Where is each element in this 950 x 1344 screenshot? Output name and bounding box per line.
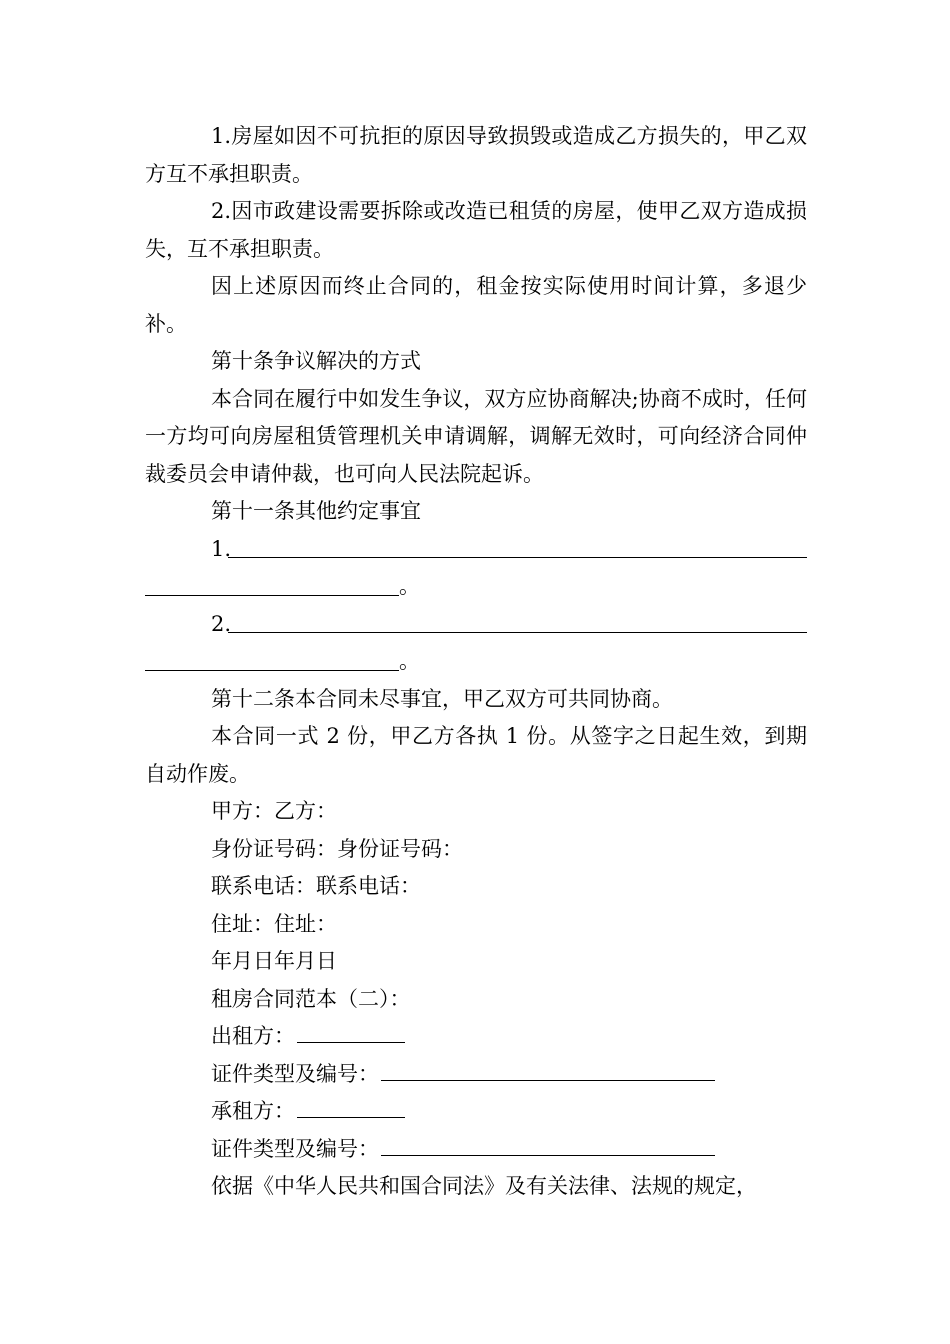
article-11-heading: 第十一条其他约定事宜 bbox=[211, 499, 421, 523]
other-item-1-line-a bbox=[145, 531, 807, 569]
other-item-1-line-b bbox=[145, 568, 807, 606]
other-item-2-line-a bbox=[145, 606, 807, 644]
fill-in-blank bbox=[145, 670, 399, 671]
clause-municipal-demolition: 2.因市政建设需要拆除或改造已租赁的房屋，使甲乙双方造成损失，互不承担职责。 bbox=[145, 199, 807, 261]
lessee-id-label: 证件类型及编号： bbox=[211, 1136, 379, 1161]
article-10-heading: 第十条争议解决的方式 bbox=[211, 349, 421, 373]
fill-in-blank bbox=[381, 1133, 715, 1156]
other-item-2-number: 2. bbox=[211, 611, 232, 636]
period-mark: 。 bbox=[399, 574, 420, 598]
lessor-id-label: 证件类型及编号： bbox=[211, 1061, 379, 1086]
fill-in-blank bbox=[297, 1095, 405, 1118]
signature-id-numbers: 身份证号码：身份证号码： bbox=[211, 836, 463, 861]
signature-parties: 甲方：乙方： bbox=[211, 799, 337, 823]
other-item-1-number: 1. bbox=[211, 536, 232, 561]
legal-basis-intro: 依据《中华人民共和国合同法》及有关法律、法规的规定， bbox=[211, 1174, 757, 1198]
article-10-body: 本合同在履行中如发生争议，双方应协商解决;协商不成时，任何一方均可向房屋租赁管理机关申请调解，调解无效时，可向经济合同仲裁委员会申请仲裁，也可向人民法院起诉。 bbox=[145, 386, 807, 486]
fill-in-blank bbox=[297, 1020, 405, 1043]
contract-copies-clause: 本合同一式 2 份，甲乙方各执 1 份。从签字之日起生效，到期自动作废。 bbox=[145, 724, 807, 786]
fill-in-blank bbox=[145, 595, 399, 596]
lessor-field bbox=[145, 1018, 807, 1056]
clause-rent-settlement: 因上述原因而终止合同的，租金按实际使用时间计算，多退少补。 bbox=[145, 274, 807, 336]
lessee-label: 承租方： bbox=[211, 1099, 295, 1123]
signature-dates: 年月日年月日 bbox=[211, 949, 337, 973]
lessee-id-field bbox=[145, 1131, 807, 1169]
fill-in-blank bbox=[228, 557, 807, 558]
contract-template-2-title: 租房合同范本（二）： bbox=[211, 986, 411, 1011]
signature-addresses: 住址：住址： bbox=[211, 911, 337, 936]
other-item-2-line-b bbox=[145, 643, 807, 681]
article-12: 第十二条本合同未尽事宜，甲乙双方可共同协商。 bbox=[211, 686, 673, 711]
lessor-label: 出租方： bbox=[211, 1024, 295, 1048]
document-body bbox=[145, 118, 807, 1206]
lessee-field bbox=[145, 1093, 807, 1131]
lessor-id-field bbox=[145, 1056, 807, 1094]
clause-force-majeure: 1.房屋如因不可抗拒的原因导致损毁或造成乙方损失的，甲乙双方互不承担职责。 bbox=[145, 124, 807, 186]
fill-in-blank bbox=[228, 632, 807, 633]
fill-in-blank bbox=[381, 1058, 715, 1081]
signature-phones: 联系电话：联系电话： bbox=[211, 874, 421, 898]
period-mark: 。 bbox=[399, 649, 420, 673]
